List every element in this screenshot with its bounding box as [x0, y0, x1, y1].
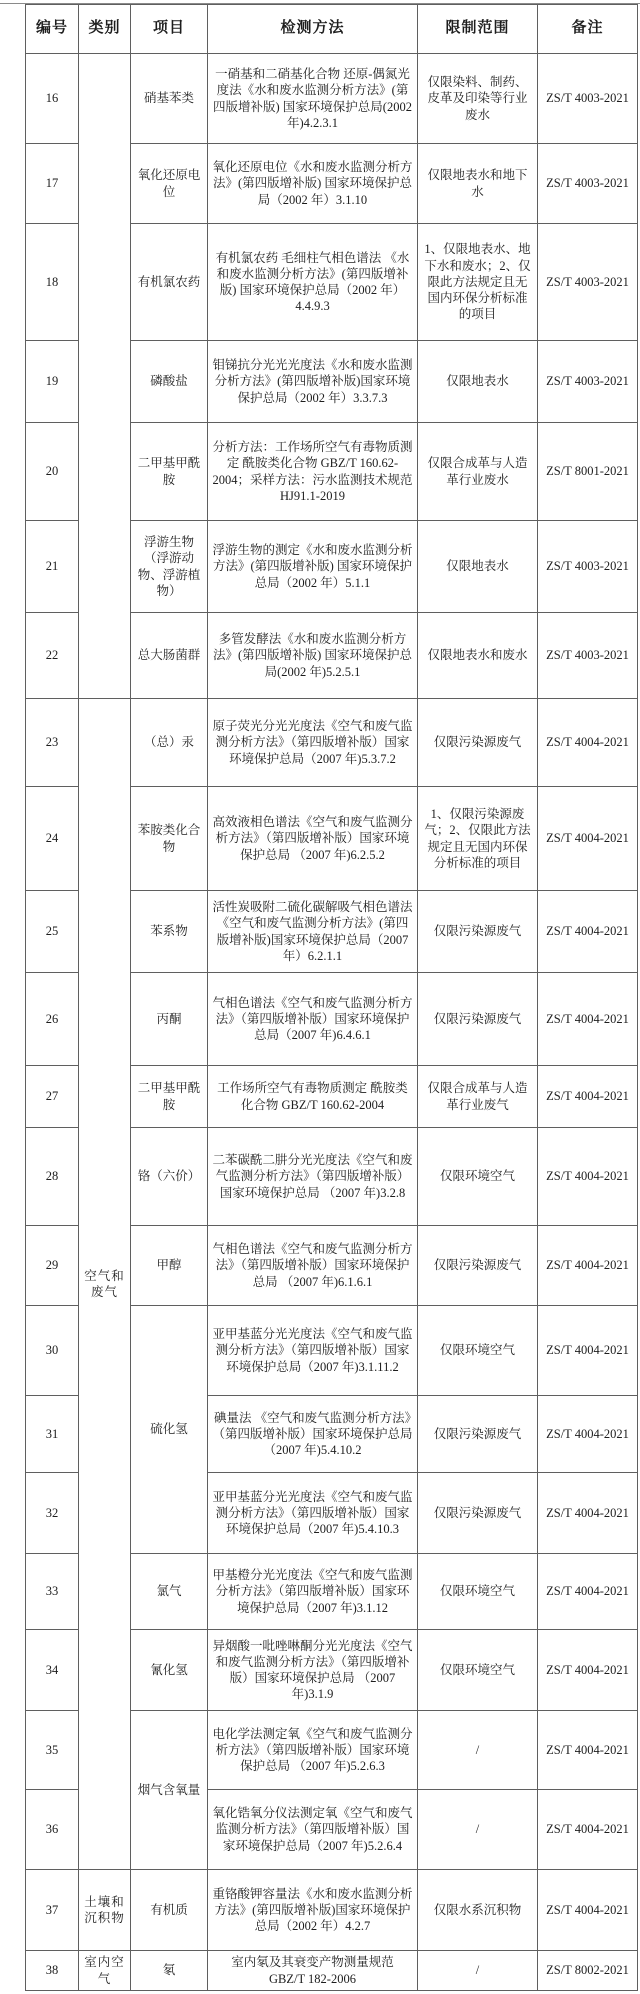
method-cell: 一硝基和二硝基化合物 还原-偶氮光度法《水和废水监测分析方法》(第四版增补版) 国家环境保护总局(2002 年)4.2.3.1 — [208, 54, 418, 144]
row-number-cell: 16 — [26, 54, 79, 144]
scope-cell: 仅限污染源废气 — [418, 1396, 538, 1473]
scope-cell: 仅限合成革与人造革行业废气 — [418, 1066, 538, 1128]
table-row — [26, 1951, 638, 1991]
method-cell: 二苯碳酰二肼分光光度法《空气和废气监测分析方法》（第四版增补版）国家环境保护总局 （2007 年)3.2.8 — [208, 1128, 418, 1226]
method-cell: 有机氯农药 毛细柱气相色谱法 《水和废水监测分析方法》(第四版增补版) 国家环境保护总局（2002 年）4.4.9.3 — [208, 224, 418, 341]
method-cell: 浮游生物的测定《水和废水监测分析方法》(第四版增补版) 国家环境保护总局（2002 年）5.1.1 — [208, 521, 418, 613]
method-cell: 多管发酵法《水和废水监测分析方法》(第四版增补版) 国家环境保护总局(2002 年)5.2.5.1 — [208, 613, 418, 699]
category-cell-water-cont — [79, 54, 131, 699]
remark-cell: ZS/T 4004-2021 — [538, 973, 638, 1066]
row-number-cell: 23 — [26, 699, 79, 787]
row-number-cell: 22 — [26, 613, 79, 699]
table-row — [26, 54, 638, 144]
method-cell: 亚甲基蓝分光光度法《空气和废气监测分析方法》（第四版增补版）国家环境保护总局（2007 年)3.1.11.2 — [208, 1306, 418, 1396]
row-number-cell: 21 — [26, 521, 79, 613]
category-cell-air: 空气和废气 — [79, 699, 131, 1870]
remark-cell: ZS/T 4004-2021 — [538, 1473, 638, 1554]
item-cell: 氰化氢 — [131, 1630, 208, 1711]
item-cell: 氡 — [131, 1951, 208, 1991]
method-cell: 甲基橙分光光度法《空气和废气监测分析方法》（第四版增补版）国家环境保护总局（2007 年)3.1.12 — [208, 1554, 418, 1630]
item-cell: 二甲基甲酰胺 — [131, 423, 208, 521]
remark-cell: ZS/T 4004-2021 — [538, 1711, 638, 1790]
method-cell: 高效液相色谱法《空气和废气监测分析方法》（第四版增补版）国家环境保护总局 （2007 年)6.2.5.2 — [208, 787, 418, 891]
col-header-item: 项目 — [131, 5, 208, 54]
scope-cell: 仅限污染源废气 — [418, 1226, 538, 1306]
row-number-cell: 32 — [26, 1473, 79, 1554]
row-number-cell: 29 — [26, 1226, 79, 1306]
item-cell: 甲醇 — [131, 1226, 208, 1306]
row-number-cell: 18 — [26, 224, 79, 341]
item-cell: 二甲基甲酰胺 — [131, 1066, 208, 1128]
method-cell: 氧化锆氧分仪法测定氧《空气和废气监测分析方法》（第四版增补版）国家环境保护总局（2007 年)5.2.6.4 — [208, 1790, 418, 1870]
row-number-cell: 28 — [26, 1128, 79, 1226]
item-cell: 有机质 — [131, 1870, 208, 1951]
remark-cell: ZS/T 4004-2021 — [538, 1066, 638, 1128]
row-number-cell: 36 — [26, 1790, 79, 1870]
remark-cell: ZS/T 8002-2021 — [538, 1951, 638, 1991]
remark-cell: ZS/T 4004-2021 — [538, 1396, 638, 1473]
detection-methods-table — [25, 4, 638, 1991]
scope-cell: 仅限环境空气 — [418, 1306, 538, 1396]
scope-cell: 仅限染料、制药、皮革及印染等行业废水 — [418, 54, 538, 144]
row-number-cell: 33 — [26, 1554, 79, 1630]
col-header-scope: 限制范围 — [418, 5, 538, 54]
remark-cell: ZS/T 4004-2021 — [538, 1306, 638, 1396]
scope-cell: 仅限污染源废气 — [418, 891, 538, 973]
remark-cell: ZS/T 4004-2021 — [538, 1870, 638, 1951]
item-cell: 总大肠菌群 — [131, 613, 208, 699]
item-cell-flue-gas-oxygen: 烟气含氧量 — [131, 1711, 208, 1870]
row-number-cell: 19 — [26, 341, 79, 423]
row-number-cell: 34 — [26, 1630, 79, 1711]
scope-cell: / — [418, 1711, 538, 1790]
row-number-cell: 26 — [26, 973, 79, 1066]
item-cell: 磷酸盐 — [131, 341, 208, 423]
row-number-cell: 25 — [26, 891, 79, 973]
row-number-cell: 30 — [26, 1306, 79, 1396]
row-number-cell: 17 — [26, 144, 79, 224]
scope-cell: 1、仅限地表水、地下水和废水；2、仅限此方法规定且无国内环保分析标准的项目 — [418, 224, 538, 341]
method-cell: 气相色谱法《空气和废气监测分析方法》（第四版增补版）国家环境保护总局（2007 年)6.4.6.1 — [208, 973, 418, 1066]
method-cell: 亚甲基蓝分光光度法《空气和废气监测分析方法》（第四版增补版）国家环境保护总局（2007 年)5.4.10.3 — [208, 1473, 418, 1554]
scope-cell: 1、仅限污染源废气；2、仅限此方法规定且无国内环保分析标准的项目 — [418, 787, 538, 891]
row-number-cell: 20 — [26, 423, 79, 521]
method-cell: 碘量法 《空气和废气监测分析方法》（第四版增补版）国家环境保护总局 （2007 年)5.4.10.2 — [208, 1396, 418, 1473]
item-cell: 氯气 — [131, 1554, 208, 1630]
remark-cell: ZS/T 4004-2021 — [538, 1630, 638, 1711]
method-cell: 重铬酸钾容量法《水和废水监测分析方法》(第四版增补版)国家环境保护总局（2002 年）4.2.7 — [208, 1870, 418, 1951]
remark-cell: ZS/T 4004-2021 — [538, 1226, 638, 1306]
item-cell: 有机氯农药 — [131, 224, 208, 341]
item-cell: 硝基苯类 — [131, 54, 208, 144]
item-cell: （总）汞 — [131, 699, 208, 787]
method-cell: 氧化还原电位《水和废水监测分析方法》(第四版增补版) 国家环境保护总局（2002 年）3.1.10 — [208, 144, 418, 224]
item-cell-hydrogen-sulfide: 硫化氢 — [131, 1306, 208, 1554]
item-cell: 铬（六价） — [131, 1128, 208, 1226]
scope-cell: 仅限环境空气 — [418, 1128, 538, 1226]
method-cell: 气相色谱法《空气和废气监测分析方法》（第四版增补版）国家环境保护总局 （2007 年)6.1.6.1 — [208, 1226, 418, 1306]
remark-cell: ZS/T 4004-2021 — [538, 787, 638, 891]
col-header-remark: 备注 — [538, 5, 638, 54]
remark-cell: ZS/T 4003-2021 — [538, 613, 638, 699]
remark-cell: ZS/T 4003-2021 — [538, 341, 638, 423]
remark-cell: ZS/T 4003-2021 — [538, 144, 638, 224]
remark-cell: ZS/T 4003-2021 — [538, 224, 638, 341]
col-header-category: 类别 — [79, 5, 131, 54]
category-cell-soil: 土壤和沉积物 — [79, 1870, 131, 1951]
method-cell: 室内氡及其衰变产物测量规范 GBZ/T 182-2006 — [208, 1951, 418, 1991]
item-cell: 浮游生物（浮游动物、浮游植物） — [131, 521, 208, 613]
method-cell: 工作场所空气有毒物质测定 酰胺类化合物 GBZ/T 160.62-2004 — [208, 1066, 418, 1128]
scope-cell: 仅限污染源废气 — [418, 699, 538, 787]
item-cell: 丙酮 — [131, 973, 208, 1066]
item-cell: 苯系物 — [131, 891, 208, 973]
method-cell: 活性炭吸附二硫化碳解吸气相色谱法《空气和废气监测分析方法》(第四版增补版)国家环境保护总局（2007 年）6.2.1.1 — [208, 891, 418, 973]
scope-cell: 仅限合成革与人造革行业废水 — [418, 423, 538, 521]
row-number-cell: 27 — [26, 1066, 79, 1128]
method-cell: 异烟酸一吡唑啉酮分光光度法《空气和废气监测分析方法》（第四版增补版）国家环境保护总局 （2007 年)3.1.9 — [208, 1630, 418, 1711]
method-cell: 原子荧光分光光度法《空气和废气监测分析方法》（第四版增补版）国家环境保护总局（2007 年)5.3.7.2 — [208, 699, 418, 787]
method-cell: 电化学法测定氧《空气和废气监测分析方法》（第四版增补版）国家环境保护总局 （2007 年)5.2.6.3 — [208, 1711, 418, 1790]
item-cell: 氧化还原电位 — [131, 144, 208, 224]
scope-cell: 仅限地表水 — [418, 341, 538, 423]
scope-cell: 仅限环境空气 — [418, 1630, 538, 1711]
row-number-cell: 37 — [26, 1870, 79, 1951]
remark-cell: ZS/T 4004-2021 — [538, 891, 638, 973]
row-number-cell: 35 — [26, 1711, 79, 1790]
row-number-cell: 24 — [26, 787, 79, 891]
item-cell: 苯胺类化合物 — [131, 787, 208, 891]
remark-cell: ZS/T 4004-2021 — [538, 1790, 638, 1870]
header-row — [26, 5, 638, 54]
scope-cell: 仅限地表水和地下水 — [418, 144, 538, 224]
remark-cell: ZS/T 8001-2021 — [538, 423, 638, 521]
remark-cell: ZS/T 4004-2021 — [538, 699, 638, 787]
row-number-cell: 31 — [26, 1396, 79, 1473]
col-header-no: 编号 — [26, 5, 79, 54]
category-cell-indoor: 室内空气 — [79, 1951, 131, 1991]
scope-cell: / — [418, 1951, 538, 1991]
col-header-method: 检测方法 — [208, 5, 418, 54]
table-row — [26, 699, 638, 787]
table-row — [26, 1870, 638, 1951]
remark-cell: ZS/T 4003-2021 — [538, 521, 638, 613]
scope-cell: / — [418, 1790, 538, 1870]
scope-cell: 仅限污染源废气 — [418, 973, 538, 1066]
scope-cell: 仅限地表水 — [418, 521, 538, 613]
scope-cell: 仅限污染源废气 — [418, 1473, 538, 1554]
remark-cell: ZS/T 4003-2021 — [538, 54, 638, 144]
remark-cell: ZS/T 4004-2021 — [538, 1554, 638, 1630]
scope-cell: 仅限水系沉积物 — [418, 1870, 538, 1951]
scope-cell: 仅限环境空气 — [418, 1554, 538, 1630]
method-cell: 钼锑抗分光光光度法《水和废水监测分析方法》(第四版增补版)国家环境保护总局（2002 年）3.3.7.3 — [208, 341, 418, 423]
remark-cell: ZS/T 4004-2021 — [538, 1128, 638, 1226]
row-number-cell: 38 — [26, 1951, 79, 1991]
method-cell: 分析方法：工作场所空气有毒物质测定 酰胺类化合物 GBZ/T 160.62-2004；采样方法：污水监测技术规范 HJ91.1-2019 — [208, 423, 418, 521]
scope-cell: 仅限地表水和废水 — [418, 613, 538, 699]
